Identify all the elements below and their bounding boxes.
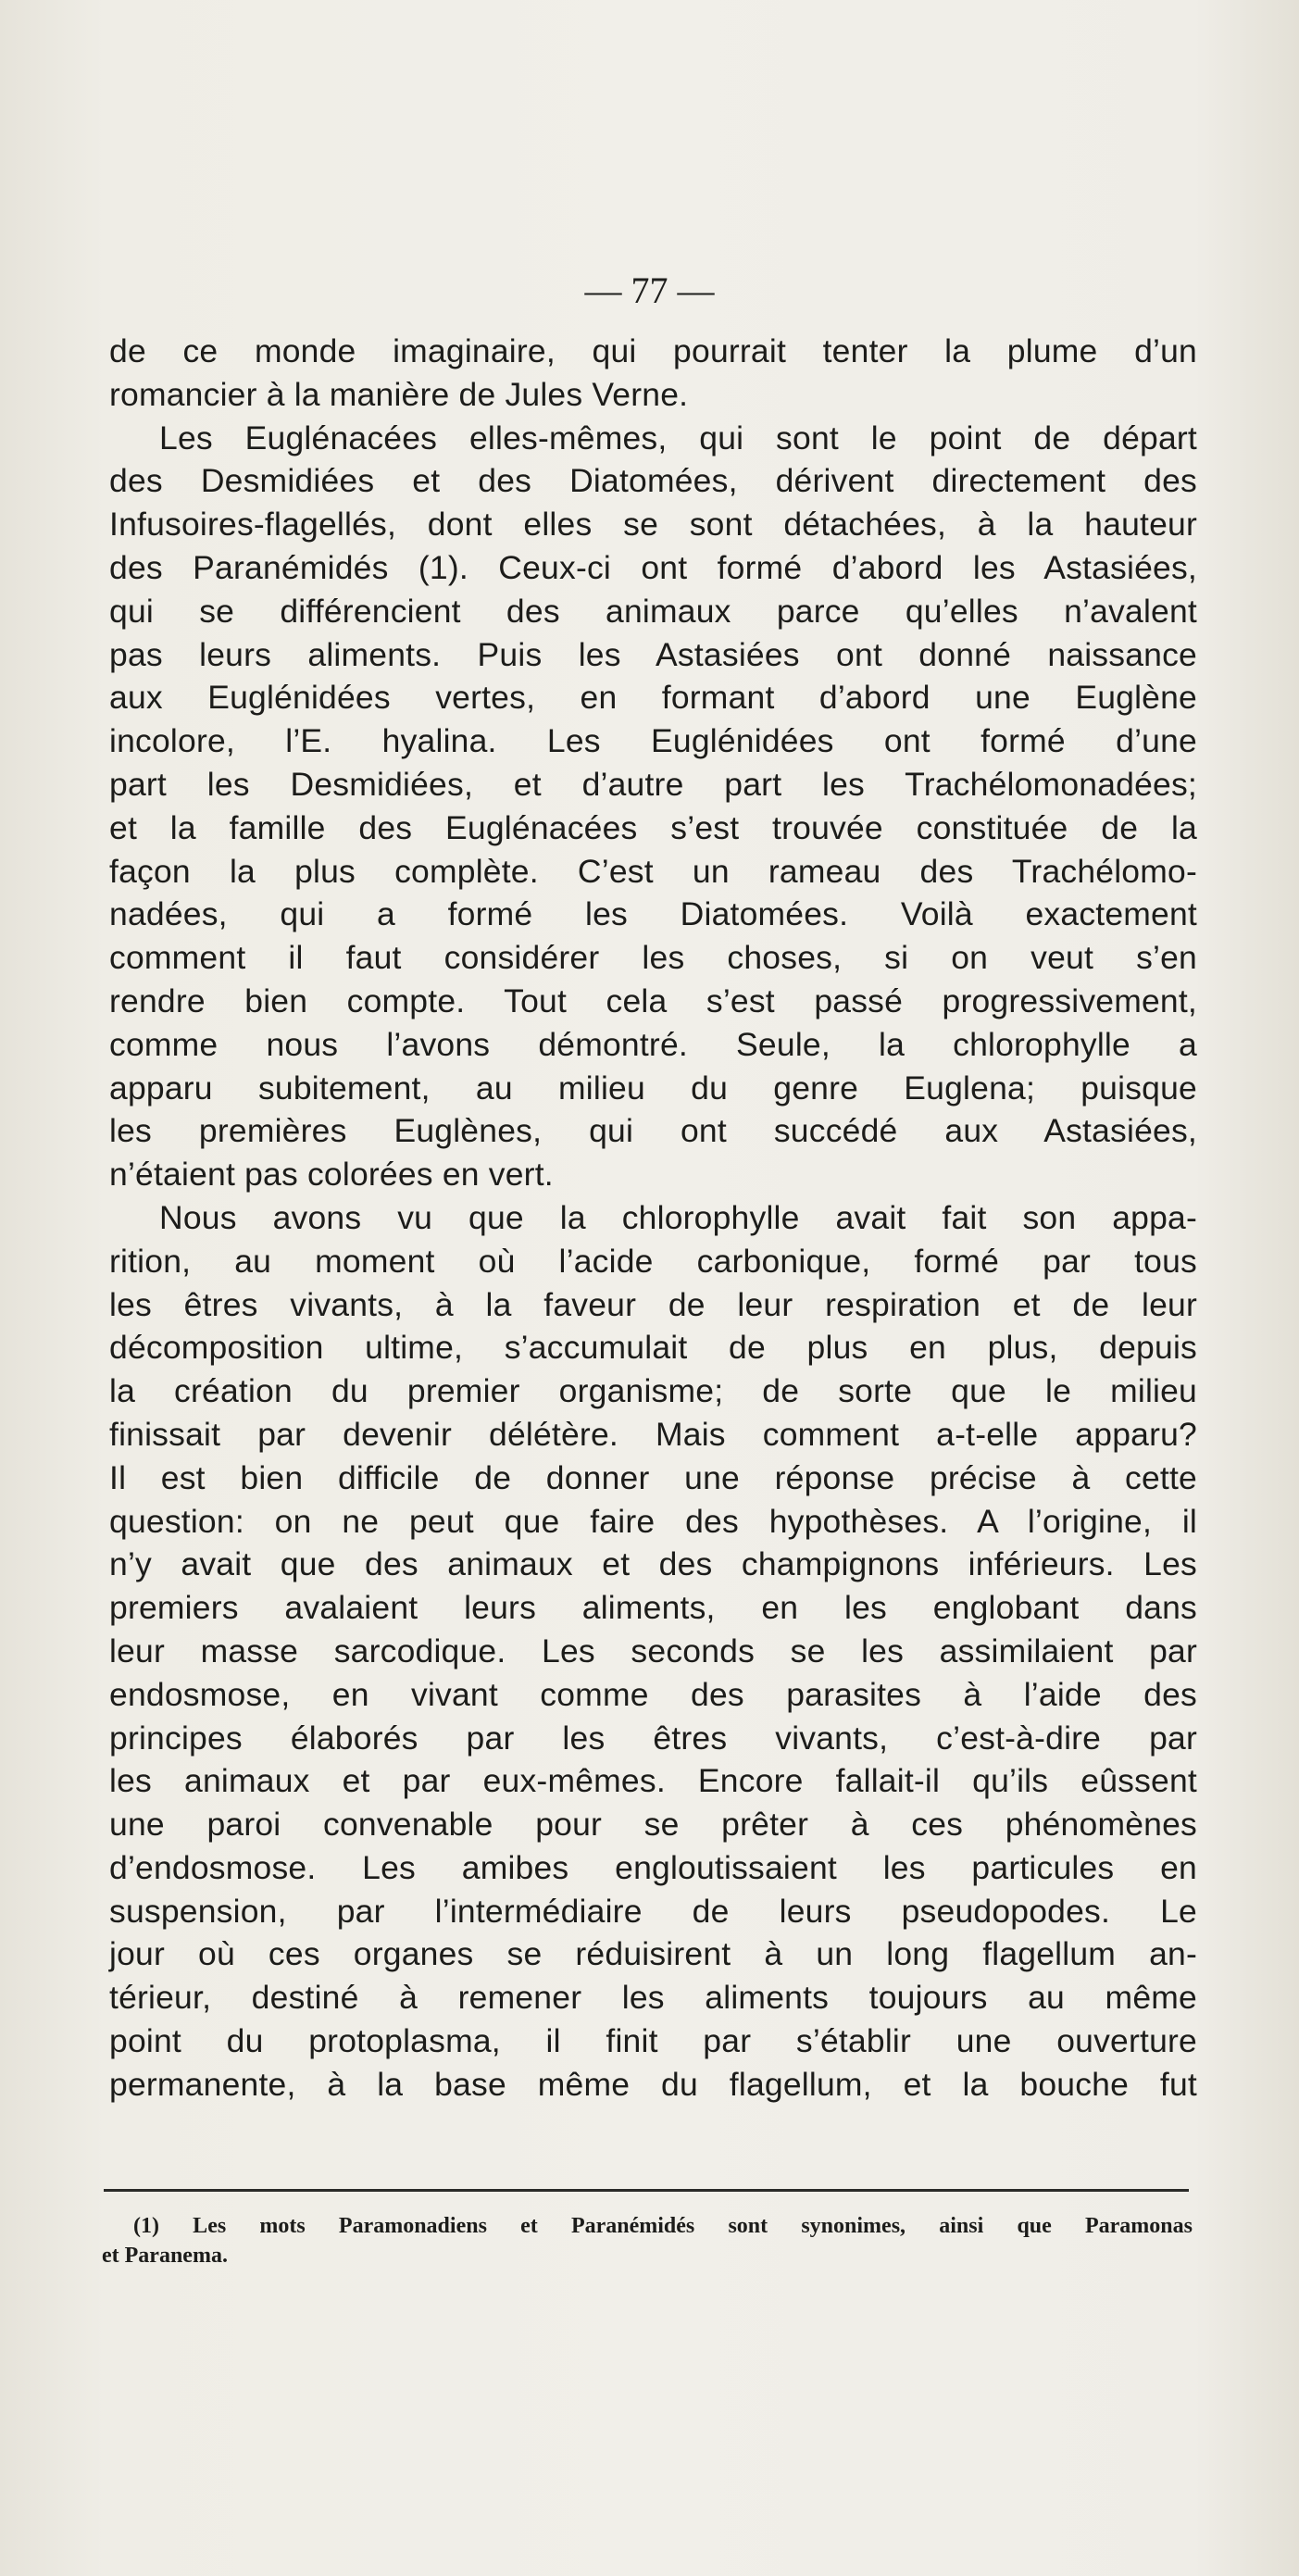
text-line: décomposition ultime, s’accumulait de plus en plus, depuis — [109, 1329, 1197, 1367]
text-line: térieur, destiné à remener les aliments toujours au même — [109, 1979, 1197, 2017]
text-line: comme nous l’avons démontré. Seule, la chlorophylle a — [109, 1025, 1197, 1063]
text-line: rendre bien compte. Tout cela s’est passé progressivement, — [109, 982, 1197, 1019]
text-line: apparu subitement, au milieu du genre Euglena; puisque — [109, 1069, 1197, 1107]
text-line: incolore, l’E. hyalina. Les Euglénidées ont formé d’une — [109, 722, 1197, 760]
text-line: leur masse sarcodique. Les seconds se les assimilaient par — [109, 1632, 1197, 1669]
text-line: n’étaient pas colorées en vert. — [109, 1156, 554, 1194]
page-number: — 77 — — [584, 269, 715, 311]
text-line: premiers avalaient leurs aliments, en les englobant dans — [109, 1589, 1197, 1627]
text-line: façon la plus complète. C’est un rameau des Trachélomo- — [109, 852, 1197, 890]
text-line: aux Euglénidées vertes, en formant d’abord une Euglène — [109, 679, 1197, 717]
text-line: part les Desmidiées, et d’autre part les Trachélomonadées; — [109, 765, 1197, 803]
text-line: Nous avons vu que la chlorophylle avait fait son appa- — [159, 1198, 1197, 1236]
footnote-line: (1) Les mots Paramonadiens et Paranémidés sont synonimes, ainsi que Paramonas — [133, 2214, 1193, 2238]
text-line: les êtres vivants, à la faveur de leur respiration et de leur — [109, 1285, 1197, 1323]
text-line: principes élaborés par les êtres vivants, c’est-à-dire par — [109, 1719, 1197, 1757]
text-line: question: on ne peut que faire des hypothèses. A l’origine, il — [109, 1502, 1197, 1540]
text-line: pas leurs aliments. Puis les Astasiées ont donné naissance — [109, 635, 1197, 673]
text-line: des Paranémidés (1). Ceux-ci ont formé d’abord les Astasiées, — [109, 548, 1197, 586]
text-line: jour où ces organes se réduisirent à un long flagellum an- — [109, 1935, 1197, 1973]
text-line: la création du premier organisme; de sorte que le milieu — [109, 1372, 1197, 1410]
footnote — [102, 2211, 1193, 2270]
text-line: et la famille des Euglénacées s’est trouvée constituée de la — [109, 808, 1197, 846]
footnote-divider — [104, 2189, 1189, 2192]
text-line: Les Euglénacées elles-mêmes, qui sont le point de départ — [159, 419, 1197, 456]
text-line: une paroi convenable pour se prêter à ces phénomènes — [109, 1806, 1197, 1844]
text-line: finissait par devenir délétère. Mais comment a-t-elle apparu? — [109, 1415, 1197, 1453]
text-line: Il est bien difficile de donner une réponse précise à cette — [109, 1458, 1197, 1496]
text-line: permanente, à la base même du flagellum, et la bouche fut — [109, 2065, 1197, 2103]
text-line: rition, au moment où l’acide carbonique, formé par tous — [109, 1242, 1197, 1280]
text-line: nadées, qui a formé les Diatomées. Voilà exactement — [109, 895, 1197, 933]
text-line: romancier à la manière de Jules Verne. — [109, 375, 689, 413]
footnote-line: et Paranema. — [102, 2244, 228, 2268]
text-line: point du protoplasma, il finit par s’établir une ouverture — [109, 2022, 1197, 2060]
text-line: comment il faut considérer les choses, si on veut s’en — [109, 939, 1197, 977]
text-line: qui se différencient des animaux parce qu’elles n’avalent — [109, 592, 1197, 630]
text-line: suspension, par l’intermédiaire de leurs pseudopodes. Le — [109, 1892, 1197, 1930]
text-line: les premières Euglènes, qui ont succédé aux Astasiées, — [109, 1112, 1197, 1150]
text-line: n’y avait que des animaux et des champignons inférieurs. Les — [109, 1545, 1197, 1583]
text-line: les animaux et par eux-mêmes. Encore fallait-il qu’ils eûssent — [109, 1762, 1197, 1800]
text-line: des Desmidiées et des Diatomées, dérivent directement des — [109, 462, 1197, 500]
text-line: Infusoires-flagellés, dont elles se sont détachées, à la hauteur — [109, 506, 1197, 544]
body-text — [109, 330, 1197, 2107]
text-line: endosmose, en vivant comme des parasites à l’aide des — [109, 1675, 1197, 1713]
text-line: d’endosmose. Les amibes engloutissaient les particules en — [109, 1848, 1197, 1886]
text-line: de ce monde imaginaire, qui pourrait tenter la plume d’un — [109, 332, 1197, 369]
